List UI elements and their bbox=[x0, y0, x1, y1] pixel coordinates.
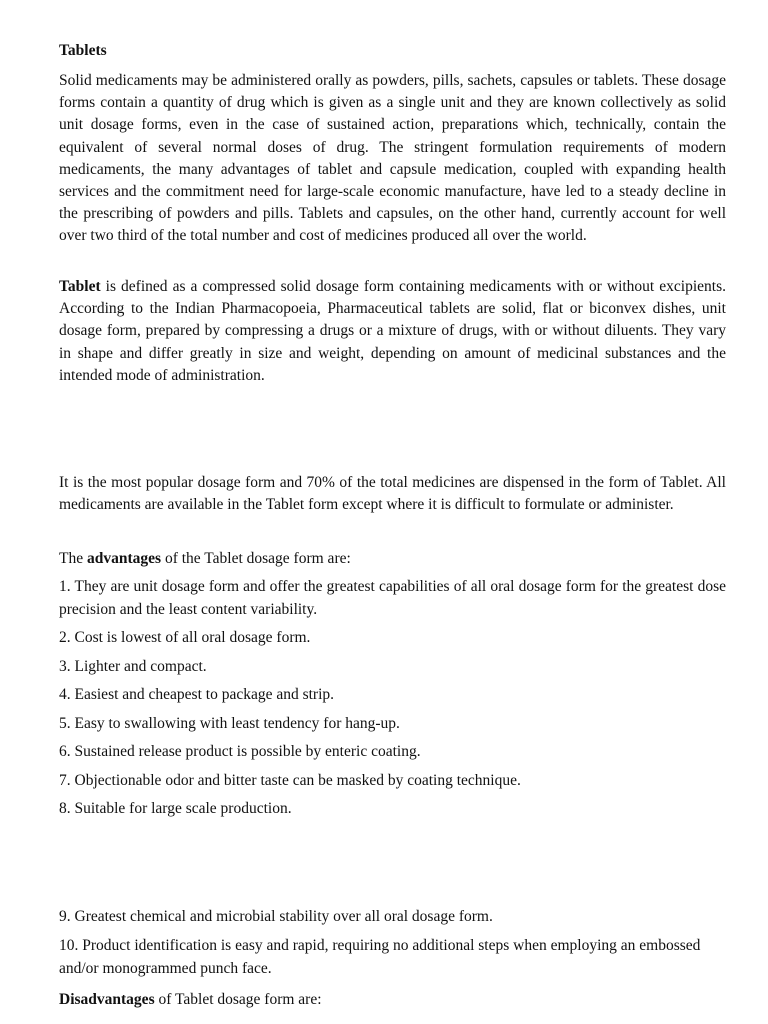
advantages-intro-bold: advantages bbox=[86, 550, 162, 567]
list-item: 3. Lighter and compact. bbox=[59, 658, 207, 675]
list-item: 9. Greatest chemical and microbial stability over all oral dosage form. bbox=[59, 908, 493, 925]
definition-term: Tablet bbox=[59, 278, 101, 295]
list-item: 4. Easiest and cheapest to package and strip. bbox=[59, 686, 335, 703]
section-title: Tablets bbox=[59, 42, 107, 59]
list-item: 1. They are unit dosage form and offer the greatest capabilities of all oral dosage form for the greatest dose precision and the least content variability. bbox=[59, 578, 726, 618]
disadvantages-intro-suffix: of Tablet dosage form are: bbox=[154, 991, 322, 1008]
disadvantages-intro-bold: Disadvantages bbox=[59, 991, 155, 1008]
list-item: 7. Objectionable odor and bitter taste can be masked by coating technique. bbox=[59, 772, 521, 789]
advantages-intro-suffix: of the Tablet dosage form are: bbox=[161, 550, 351, 567]
intro-paragraph: Solid medicaments may be administered orally as powders, pills, sachets, capsules or tablets. These dosage forms contain a quantity of drug which is given as a single unit and they are known collectively as solid unit dosage forms, even in the case of sustained action, preparations which, technically, contain the equivalent of several normal doses of drug. The stringent formulation requirements of modern medicaments, the many advantages of tablet and capsule medication, coupled with expanding health services and the commitment need for large-scale economic manufacture, have led to a steady decline in the prescribing of powders and pills. Tablets and capsules, on the other hand, currently account for well over two third of the total number and cost of medicines produced all over the world. bbox=[59, 72, 726, 245]
disadvantages-intro bbox=[59, 989, 726, 1011]
list-item: 2. Cost is lowest of all oral dosage form. bbox=[59, 629, 311, 646]
list-item: 8. Suitable for large scale production. bbox=[59, 800, 292, 817]
list-item: 5. Easy to swallowing with least tendency for hang-up. bbox=[59, 715, 400, 732]
popularity-paragraph: It is the most popular dosage form and 70% of the total medicines are dispensed in the form of Tablet. All medicaments are available in the Tablet form except where it is difficult to formulate or administer. bbox=[59, 474, 726, 514]
advantages-intro bbox=[59, 548, 726, 570]
list-item: 6. Sustained release product is possible by enteric coating. bbox=[59, 743, 421, 760]
definition-text: is defined as a compressed solid dosage form containing medicaments with or without excipients. According to the Indian Pharmacopoeia, Pharmaceutical tablets are solid, flat or biconvex dishes, unit dosage form, prepared by compressing a drugs or a mixture of drugs, with or without diluents. They vary in shape and differ greatly in size and weight, depending on amount of medicinal substances and the intended mode of administration. bbox=[59, 278, 726, 384]
advantages-intro-prefix: The bbox=[59, 550, 87, 567]
list-item: 10. Product identification is easy and rapid, requiring no additional steps when employing an embossed and/or monogrammed punch face. bbox=[59, 937, 701, 977]
definition-paragraph bbox=[59, 276, 726, 387]
